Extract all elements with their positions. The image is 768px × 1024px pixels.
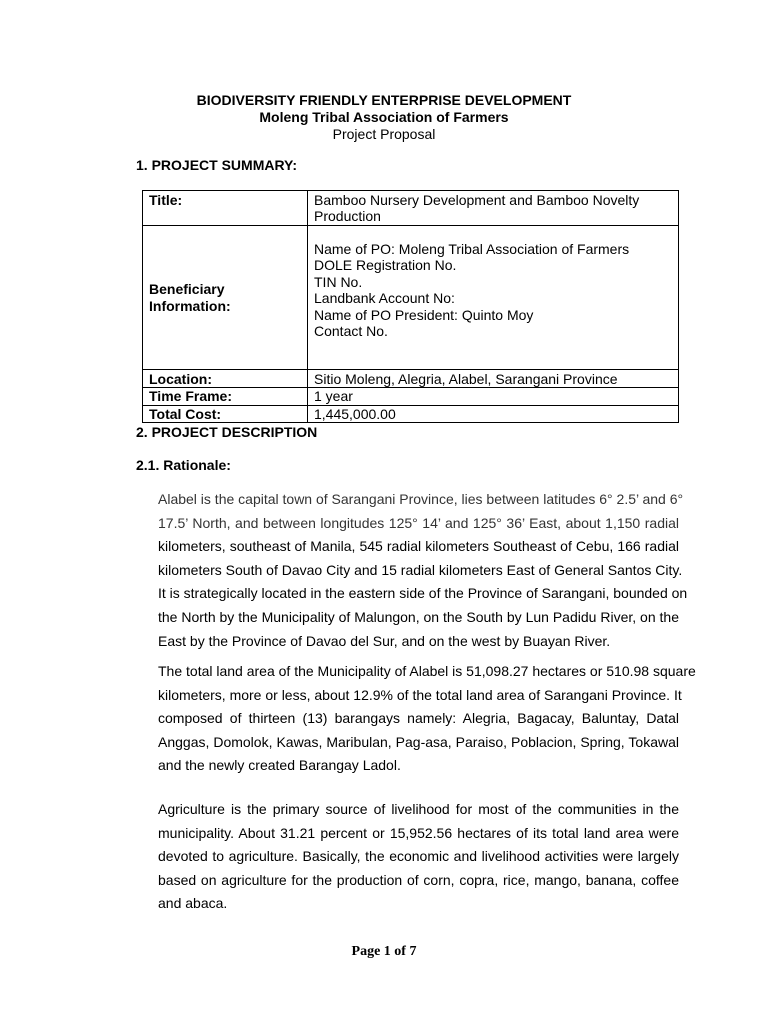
paragraph-line: 17.5’ North, and between longitudes 125° 14’ and 125° 36’ East, about 1,150 radial <box>158 514 679 531</box>
total-cost-value: 1,445,000.00 <box>308 405 679 422</box>
paragraph-line: composed of thirteen (13) barangays namely: Alegria, Bagacay, Baluntay, Datal <box>158 710 679 727</box>
title-label: Title: <box>143 191 308 226</box>
beneficiary-info-line: TIN No. <box>314 273 363 290</box>
subsection-heading-rationale: 2.1. Rationale: <box>136 457 231 473</box>
section-heading-project-summary: 1. PROJECT SUMMARY: <box>136 157 298 173</box>
organization-name: Moleng Tribal Association of Farmers <box>259 109 509 125</box>
paragraph-line: municipality. About 31.21 percent or 15,952.56 hectares of its total land area were <box>158 824 679 841</box>
paragraph-line: kilometers, more or less, about 12.9% of the total land area of Sarangani Province. It <box>158 686 682 703</box>
paragraph-line: Anggas, Domolok, Kawas, Maribulan, Pag-asa, Paraiso, Poblacion, Spring, Tokawal <box>158 733 679 750</box>
table-row-beneficiary <box>143 226 679 370</box>
paragraph-line: kilometers South of Davao City and 15 radial kilometers East of General Santos City. <box>158 561 683 578</box>
location-value: Sitio Moleng, Alegria, Alabel, Sarangani Province <box>308 370 679 388</box>
paragraph-line: based on agriculture for the production of corn, copra, rice, mango, banana, coffee <box>158 871 679 888</box>
section-heading-project-description: 2. PROJECT DESCRIPTION <box>136 424 318 440</box>
paragraph-line: Alabel is the capital town of Sarangani Province, lies between latitudes 6° 2.5’ and 6° <box>158 491 684 507</box>
title-value-line: Production <box>314 208 381 225</box>
beneficiary-info-line: DOLE Registration No. <box>314 257 457 274</box>
paragraph-line: The total land area of the Municipality of Alabel is 51,098.27 hectares or 510.98 square <box>158 663 696 679</box>
paragraph-line: the North by the Municipality of Malungon, on the South by Lun Padidu River, on the <box>158 608 679 625</box>
title-value-line: Bamboo Nursery Development and Bamboo Novelty <box>314 192 640 208</box>
document-title: BIODIVERSITY FRIENDLY ENTERPRISE DEVELOPMENT <box>196 92 572 108</box>
beneficiary-label <box>143 226 308 370</box>
table-row-time-frame <box>143 388 679 405</box>
document-subtitle: Project Proposal <box>332 126 436 142</box>
project-summary-table <box>142 190 679 423</box>
location-label: Location: <box>143 370 308 388</box>
paragraph-line: devoted to agriculture. Basically, the economic and livelihood activities were largely <box>158 848 679 865</box>
beneficiary-value <box>308 226 679 370</box>
table-row-location <box>143 370 679 388</box>
paragraph-line: kilometers, southeast of Manila, 545 radial kilometers Southeast of Cebu, 166 radial <box>158 538 679 555</box>
total-cost-label: Total Cost: <box>143 405 308 422</box>
rationale-paragraph-2 <box>158 660 696 778</box>
rationale-paragraph-3 <box>158 798 679 916</box>
table-row-total-cost <box>143 405 679 422</box>
table-row-title <box>143 191 679 226</box>
beneficiary-info-line: Contact No. <box>314 323 388 340</box>
beneficiary-info-line: Name of PO President: Quinto Moy <box>314 306 534 323</box>
beneficiary-info-line: Name of PO: Moleng Tribal Association of Farmers <box>314 241 630 257</box>
time-frame-value: 1 year <box>308 388 679 405</box>
page-number: Page 1 of 7 <box>351 944 417 959</box>
paragraph-line: East by the Province of Davao del Sur, and on the west by Buayan River. <box>158 632 611 649</box>
paragraph-line: and the newly created Barangay Ladol. <box>158 757 401 774</box>
rationale-paragraph-1 <box>158 488 688 653</box>
paragraph-line: Agriculture is the primary source of livelihood for most of the communities in the <box>158 801 679 817</box>
paragraph-line: It is strategically located in the eastern side of the Province of Sarangani, bounded on <box>158 585 688 602</box>
paragraph-line: and abaca. <box>158 895 228 912</box>
title-value <box>308 191 679 226</box>
beneficiary-label-line: Information: <box>149 297 231 314</box>
beneficiary-label-line: Beneficiary <box>149 281 225 298</box>
beneficiary-info-line: Landbank Account No: <box>314 290 455 307</box>
time-frame-label: Time Frame: <box>143 388 308 405</box>
